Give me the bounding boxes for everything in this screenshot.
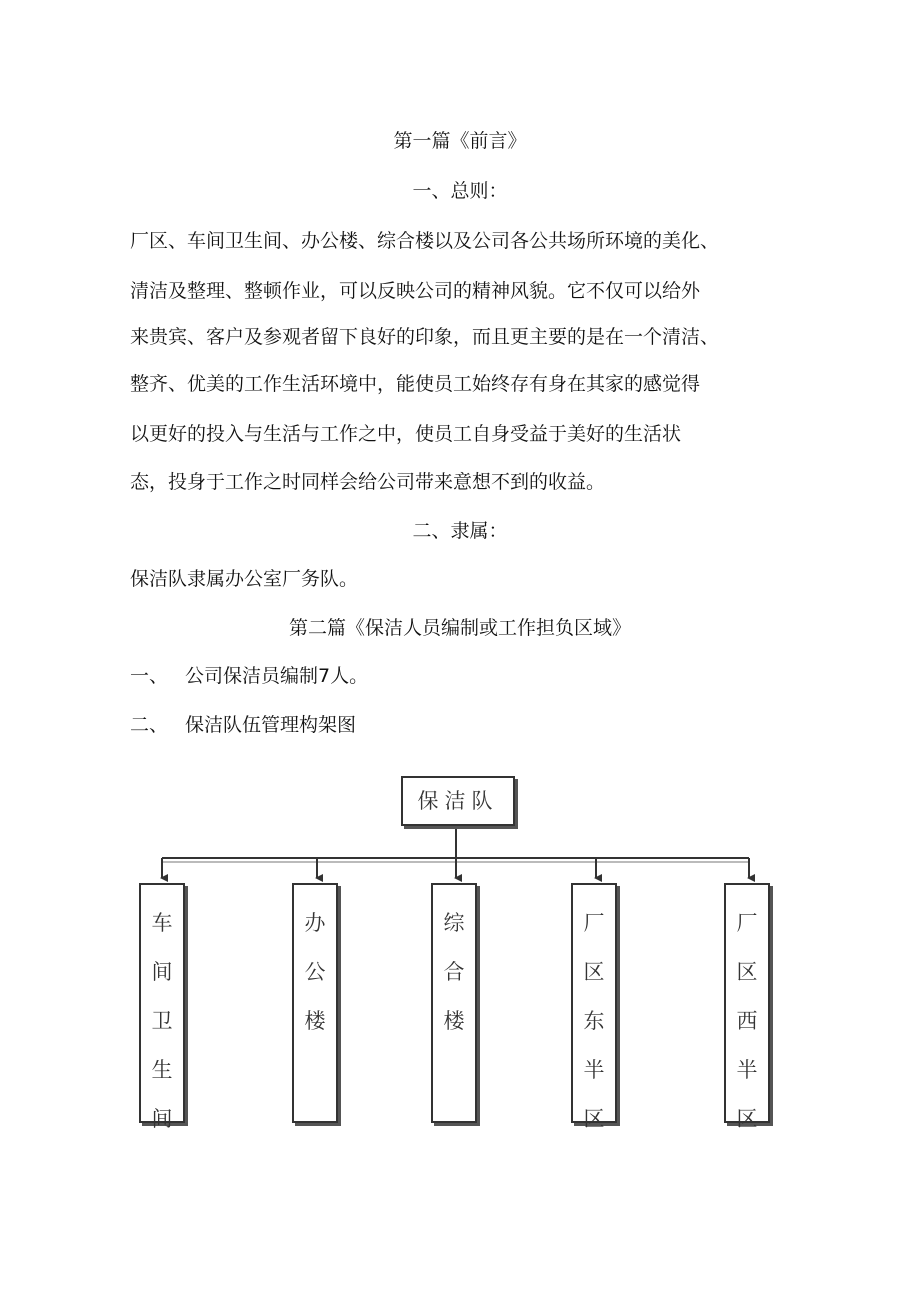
org-node-workshop-restroom [139, 883, 185, 1131]
node-char: 厂 [736, 911, 758, 935]
node-char: 区 [736, 960, 758, 984]
paragraph-line: 态，投身于工作之时同样会给公司带来意想不到的收益。 [130, 471, 606, 493]
org-node-complex-building [431, 883, 477, 1123]
node-char: 西 [736, 1009, 758, 1033]
node-char: 东 [583, 1009, 605, 1033]
node-char: 办 [304, 911, 326, 935]
paragraph-line: 清洁及整理、整顿作业，可以反映公司的精神风貌。它不仅可以给外 [130, 280, 701, 302]
list-item-text: 保洁队伍管理构架图 [185, 714, 357, 736]
node-char: 半 [583, 1058, 605, 1082]
paragraph-line: 来贵宾、客户及参观者留下良好的印象，而且更主要的是在一个清洁、 [130, 326, 720, 348]
node-char: 半 [736, 1058, 758, 1082]
part2-title: 第二篇《保洁人员编制或工作担负区域》 [288, 617, 631, 639]
paragraph-line: 整齐、优美的工作生活环境中，能使员工始终存有身在其家的感觉得 [130, 373, 701, 395]
node-char: 间 [151, 1107, 173, 1131]
org-node-east-zone [571, 883, 617, 1131]
paragraph-line: 厂区、车间卫生间、办公楼、综合楼以及公司各公共场所环境的美化、 [130, 230, 720, 252]
node-char: 间 [151, 960, 173, 984]
paragraph-line: 以更好的投入与生活与工作之中，使员工自身受益于美好的生活状 [130, 423, 682, 445]
node-char: 区 [583, 960, 605, 984]
list-item-text: 公司保洁员编制7人。 [185, 665, 369, 687]
node-char: 合 [443, 960, 465, 984]
node-char: 车 [151, 911, 173, 935]
node-char: 厂 [583, 911, 605, 935]
node-char: 区 [736, 1107, 758, 1131]
node-char: 区 [583, 1107, 605, 1131]
part1-title: 第一篇《前言》 [393, 130, 527, 152]
node-char: 公 [304, 960, 326, 984]
node-char: 综 [443, 911, 465, 935]
node-char: 生 [151, 1058, 173, 1082]
org-node-west-zone [724, 883, 770, 1131]
list-item-number: 一、 [130, 665, 169, 687]
org-node-office-building [292, 883, 338, 1123]
section2-heading: 二、隶属： [412, 520, 508, 542]
list-item-number: 二、 [130, 714, 169, 736]
node-char: 楼 [443, 1009, 465, 1033]
node-char: 楼 [304, 1009, 326, 1033]
section2-text: 保洁队隶属办公室厂务队。 [130, 568, 359, 590]
org-root-box: 保洁队 [401, 776, 515, 826]
node-char: 卫 [151, 1009, 173, 1033]
section1-heading: 一、总则： [412, 180, 508, 202]
